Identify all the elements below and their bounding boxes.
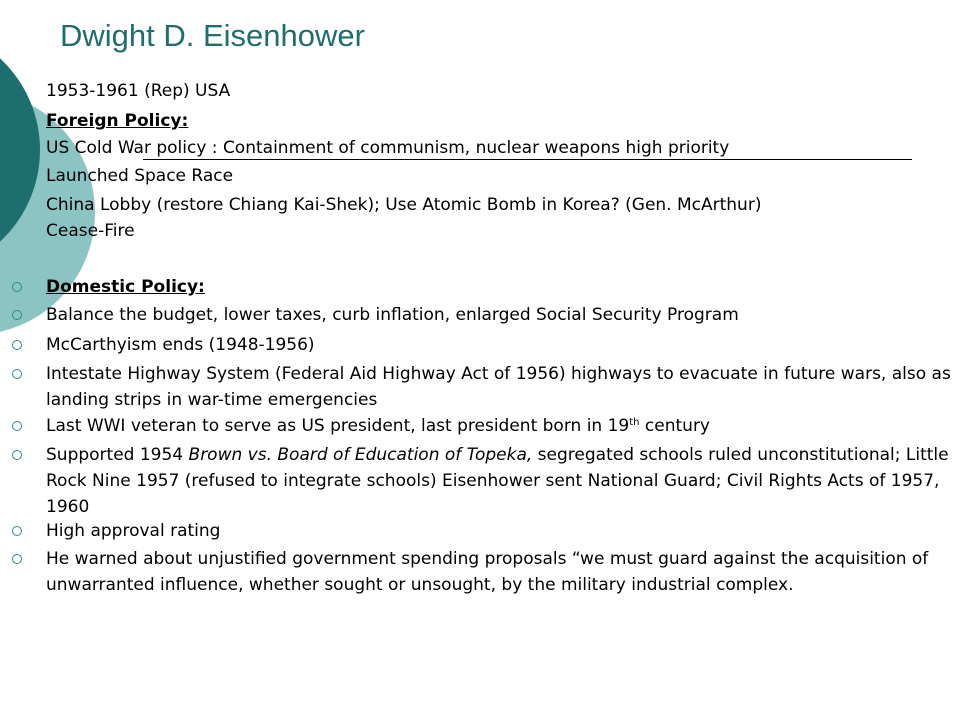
- bullet-marker-icon: [12, 282, 22, 292]
- brown-text-start: Supported 1954: [46, 445, 189, 465]
- china-line-1: China Lobby (restore Chiang Kai-Shek); Use Atomic Bomb in Korea? (Gen. McArthur): [46, 195, 762, 215]
- bullet-marker-icon: [12, 421, 22, 431]
- foreign-policy-heading: Foreign Policy:: [46, 111, 189, 131]
- item-text: [46, 108, 951, 134]
- wwi-text: Last WWI veteran to serve as US president, last president born in 19: [46, 416, 630, 436]
- item-text: Intestate Highway System (Federal Aid Highway Act of 1956) highways to evacuate in future wars, also as landing strips in war-time emergencies: [46, 364, 951, 410]
- item-text: US Cold War policy : Containment of communism, nuclear weapons high priority: [46, 138, 730, 158]
- domestic-policy-heading: Domestic Policy:: [46, 277, 205, 297]
- item-text: Balance the budget, lower taxes, curb inflation, enlarged Social Security Program: [46, 305, 739, 325]
- slide-title: Dwight D. Eisenhower: [60, 18, 365, 53]
- brown-case-name: Brown vs. Board of Education of Topeka,: [188, 445, 533, 465]
- bullet-marker-icon: [12, 526, 22, 536]
- item-text: [46, 442, 951, 520]
- item-text: [46, 192, 951, 244]
- bullet-marker-icon: [12, 310, 22, 320]
- item-text: 1953-1961 (Rep) USA: [46, 81, 231, 101]
- item-text: [46, 274, 951, 300]
- brown-text-end: segregated schools ruled unconstitutional; Little Rock Nine 1957 (refused to integrate schools) Eisenhower sent National Guard; Civil Rights Acts of 1957, 1960: [46, 445, 949, 517]
- item-text: High approval rating: [46, 521, 221, 541]
- bullet-marker-icon: [12, 450, 22, 460]
- bullet-marker-icon: [12, 340, 22, 350]
- china-line-2: Cease-Fire: [46, 221, 135, 241]
- ordinal-suffix: th: [629, 417, 640, 428]
- item-text: McCarthyism ends (1948-1956): [46, 335, 315, 355]
- wwi-text-end: century: [639, 416, 710, 436]
- item-text: Launched Space Race: [46, 166, 234, 186]
- item-text: [46, 413, 951, 439]
- bullet-marker-icon: [12, 554, 22, 564]
- bullet-marker-icon: [12, 369, 22, 379]
- item-text: He warned about unjustified government spending proposals “we must guard against the acquisition of unwarranted influence, whether sought or unsought, by the military industrial complex.: [46, 549, 929, 595]
